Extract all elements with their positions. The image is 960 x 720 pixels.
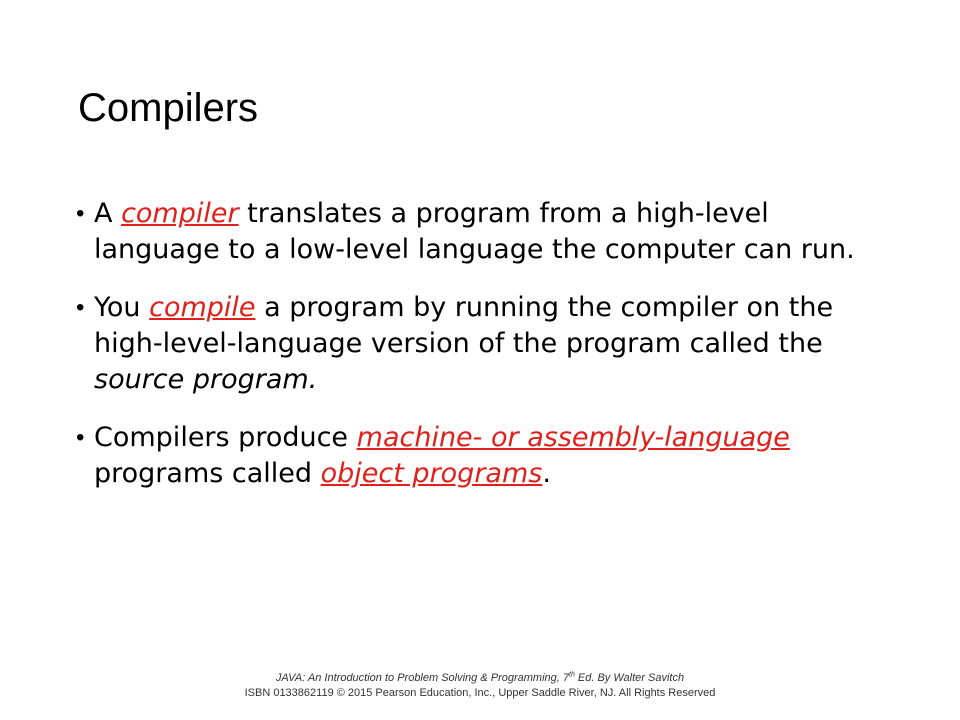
bullet-item [76,196,886,268]
bullet-item [76,420,886,492]
emphasized-text: source program. [94,364,318,395]
bullet-text-segment: programs called [94,458,321,489]
footer-text: Ed. By Walter Savitch [574,672,685,684]
bullet-text-segment: Compilers produce [94,422,357,453]
bullet-item [76,290,886,398]
bullet-text-segment: translates a program from a high-level language to a low-level language the computer can run. [94,198,855,265]
bullet-text-segment: . [542,458,551,489]
key-term: compile [149,292,256,323]
bullet-text [94,198,855,265]
bullet-text-segment: A [94,198,122,229]
bullet-text-segment: a program by running the compiler on the high-level-language version of the program called the [94,292,834,359]
key-term: compiler [121,198,239,229]
bullet-list [76,196,886,514]
footer-text: JAVA: An Introduction to Problem Solving & Programming, 7 [275,672,569,684]
key-term: object programs [320,458,543,489]
footer-superscript: th [569,671,575,679]
bullet-dot-icon: • [76,424,85,451]
bullet-text-segment: You [94,292,150,323]
key-term: machine- or assembly-language [356,422,790,453]
footer-book-citation [0,671,960,686]
bullet-text [94,292,833,395]
slide-title: Compilers [78,86,259,130]
footer-copyright: ISBN 0133862119 © 2015 Pearson Education, Inc., Upper Saddle River, NJ. All Rights Reserved [244,687,716,699]
bullet-text [94,422,790,489]
bullet-dot-icon: • [76,294,85,321]
bullet-dot-icon: • [76,200,85,227]
